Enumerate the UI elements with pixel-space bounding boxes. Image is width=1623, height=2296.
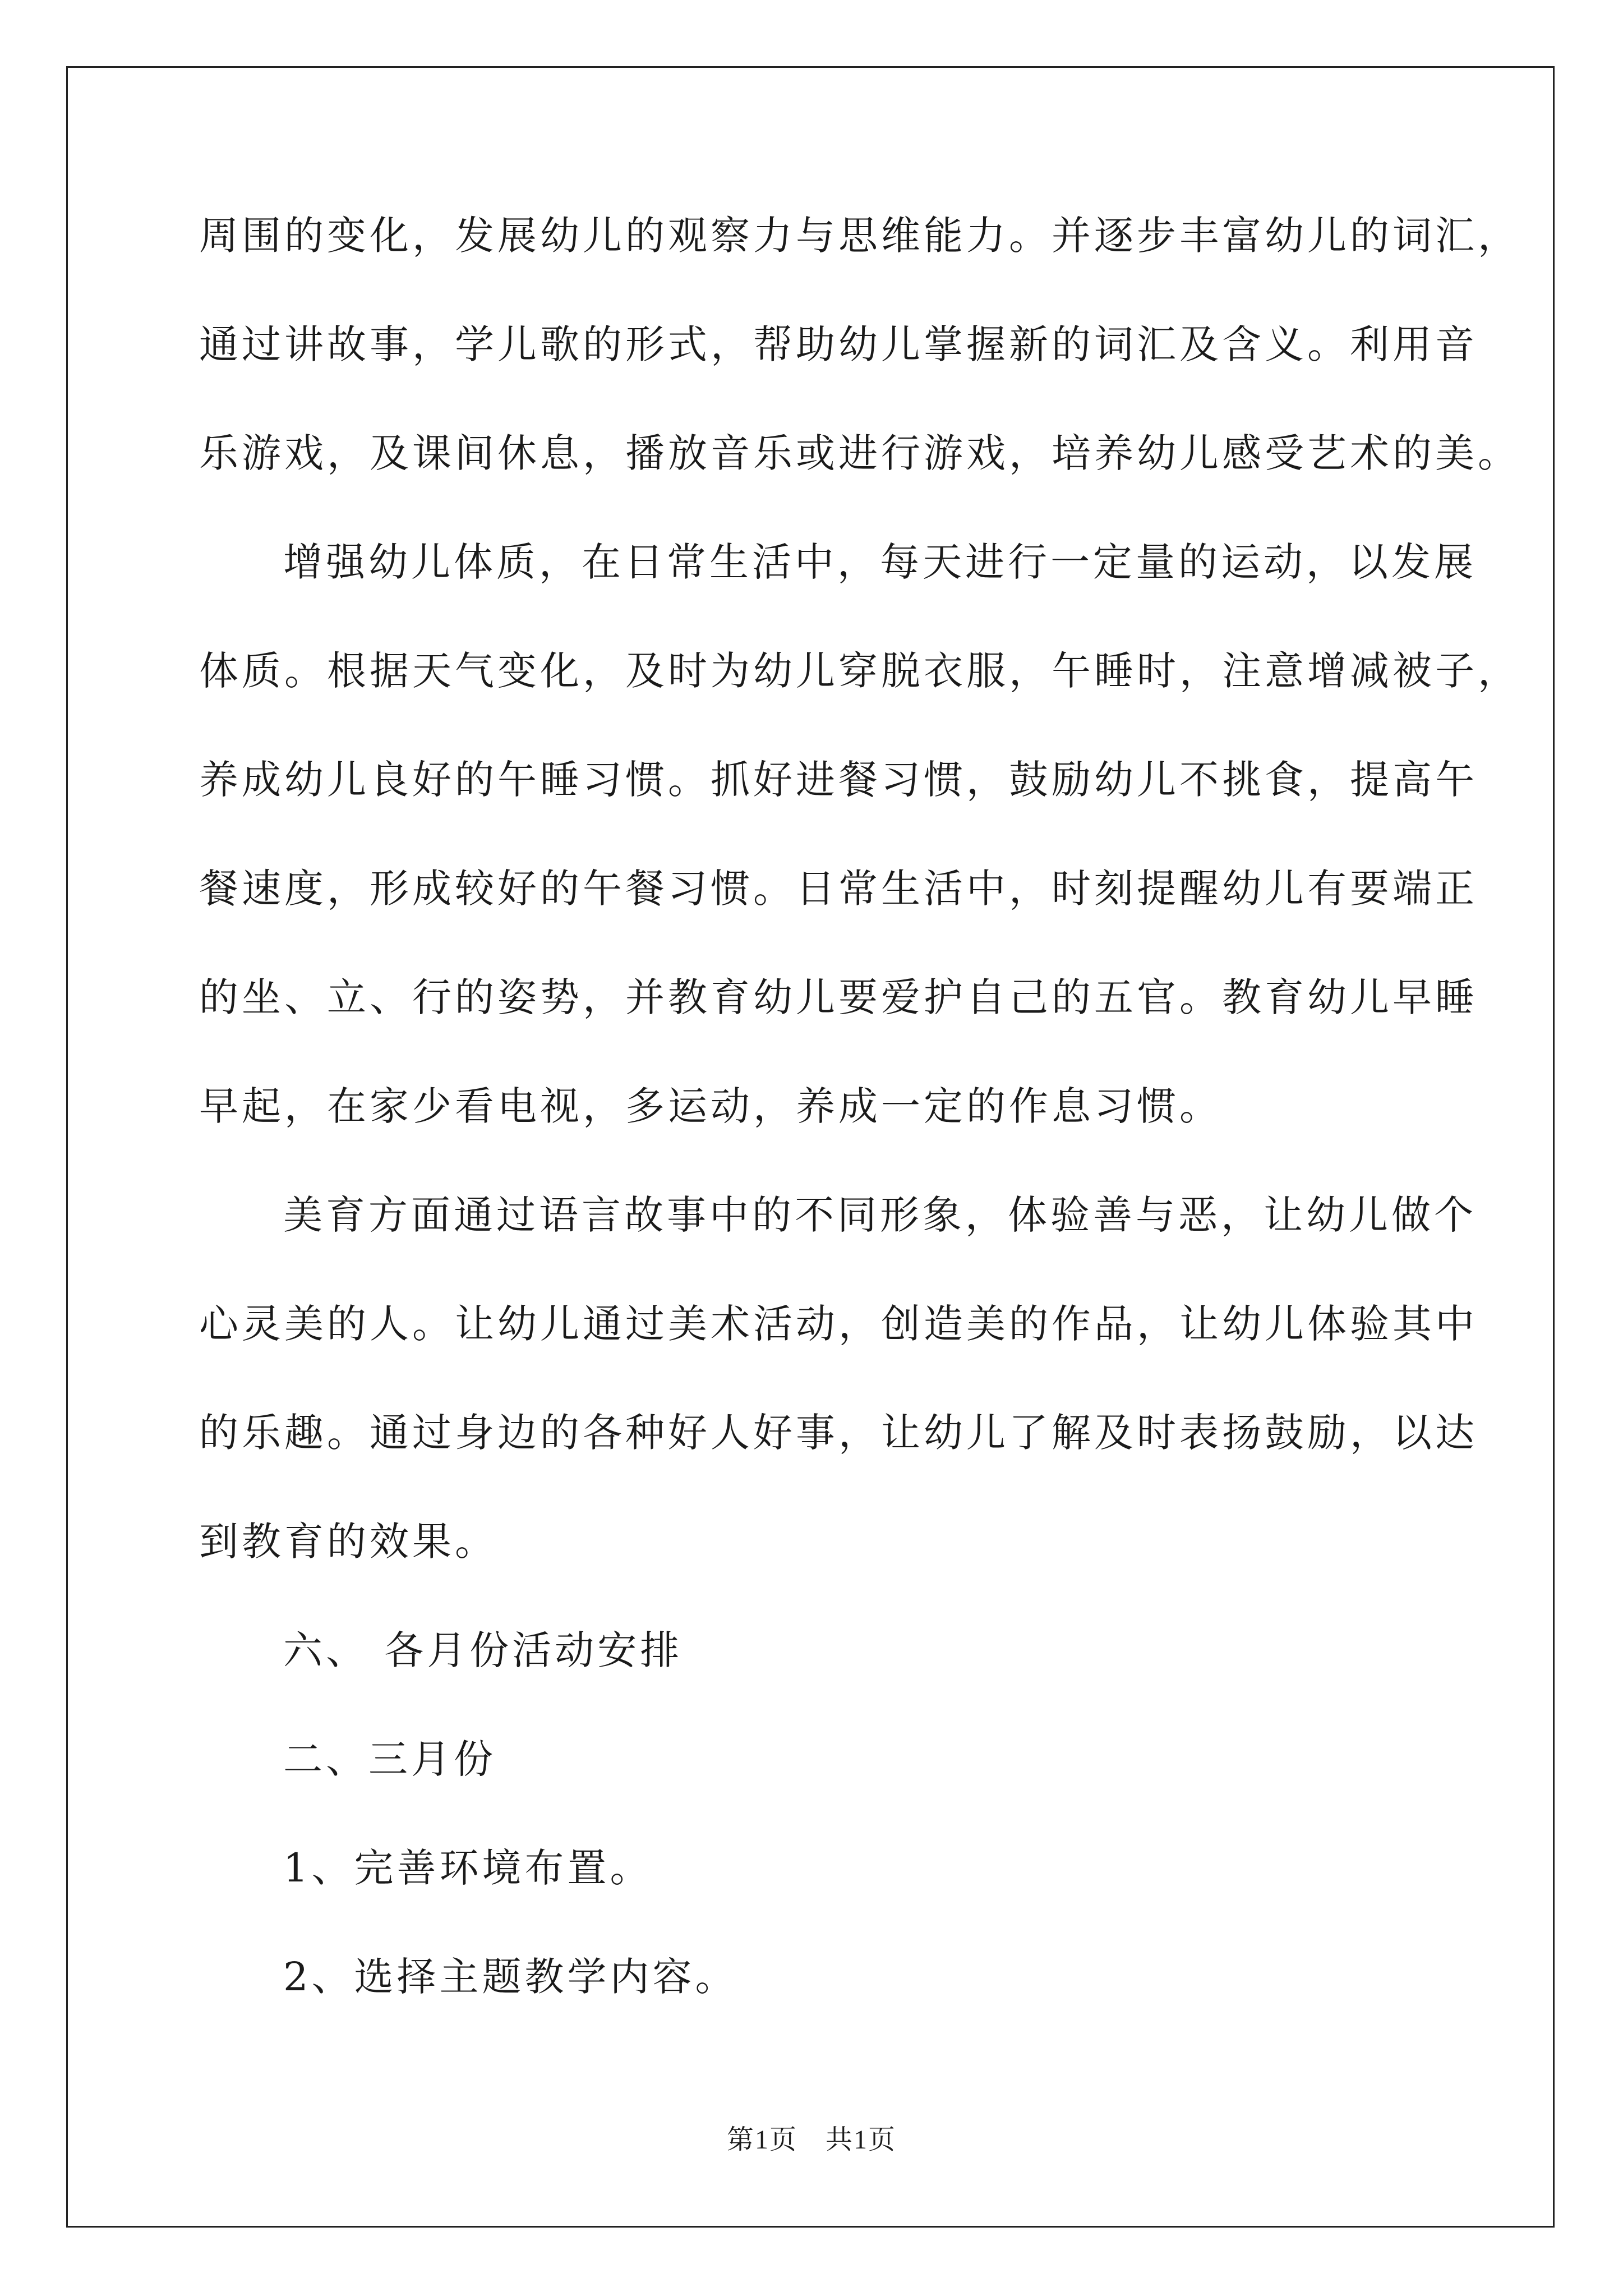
text-line: 养成幼儿良好的午睡习惯。抓好进餐习惯，鼓励幼儿不挑食，提高午 (199, 757, 1478, 803)
list-item: 1、完善环境布置。 (283, 1845, 653, 1891)
text-line: 心灵美的人。让幼儿通过美术活动，创造美的作品，让幼儿体验其中 (199, 1301, 1478, 1347)
section-heading: 六、 各月份活动安排 (283, 1627, 683, 1673)
text-line: 的坐、立、行的姿势，并教育幼儿要爱护自己的五官。教育幼儿早睡 (199, 974, 1478, 1020)
document-body (199, 202, 1520, 2052)
text-line: 体质。根据天气变化，及时为幼儿穿脱衣服，午睡时，注意增减被子， (199, 648, 1520, 694)
text-line: 餐速度，形成较好的午餐习惯。日常生活中，时刻提醒幼儿有要端正 (199, 866, 1478, 912)
subsection-heading: 二、三月份 (283, 1736, 496, 1782)
page-total: 共1页 (826, 2125, 897, 2155)
text-line: 周围的变化，发展幼儿的观察力与思维能力。并逐步丰富幼儿的词汇， (199, 213, 1520, 259)
list-item: 2、选择主题教学内容。 (283, 1954, 738, 2000)
text-line: 到教育的效果。 (199, 1519, 497, 1565)
text-line: 乐游戏，及课间休息，播放音乐或进行游戏，培养幼儿感受艺术的美。 (199, 430, 1520, 476)
paragraph-start-line: 增强幼儿体质，在日常生活中，每天进行一定量的运动，以发展 (283, 539, 1477, 585)
text-line: 通过讲故事，学儿歌的形式，帮助幼儿掌握新的词汇及含义。利用音 (199, 321, 1478, 367)
text-line: 的乐趣。通过身边的各种好人好事，让幼儿了解及时表扬鼓励，以达 (199, 1410, 1478, 1456)
paragraph-start-line: 美育方面通过语言故事中的不同形象，体验善与恶，让幼儿做个 (283, 1192, 1477, 1238)
page-footer (0, 2118, 1623, 2156)
text-line: 早起，在家少看电视，多运动，养成一定的作息习惯。 (199, 1083, 1222, 1129)
page-number: 第1页 (726, 2125, 797, 2155)
